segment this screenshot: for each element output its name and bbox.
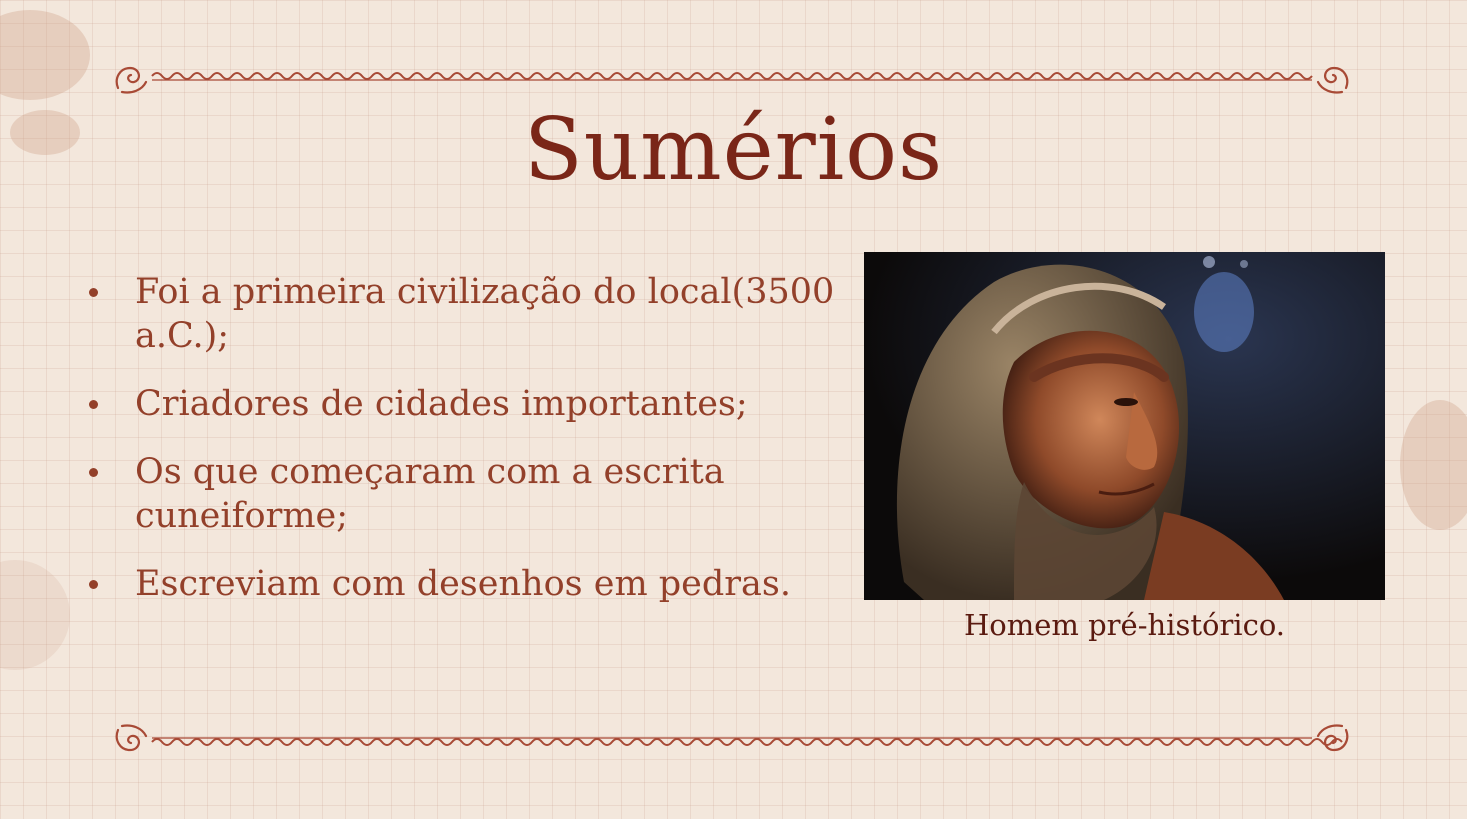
bullet-dot-icon	[89, 400, 98, 409]
paper-stain	[0, 10, 90, 100]
bottom-ornament-border	[112, 720, 1352, 760]
paper-stain	[0, 560, 70, 670]
slide-title: Sumérios	[523, 100, 944, 200]
bullet-dot-icon	[89, 468, 98, 477]
bullet-list	[85, 270, 845, 630]
prehistoric-man-photo	[864, 252, 1385, 600]
bullet-dot-icon	[89, 580, 98, 589]
image-caption: Homem pré-histórico.	[963, 608, 1285, 642]
paper-stain	[1400, 400, 1467, 530]
bullet-item: Criadores de cidades importantes;	[85, 382, 845, 426]
bullet-item: Os que começaram com a escrita cuneiforme;	[85, 450, 845, 538]
bullet-item: Foi a primeira civilização do local(3500 a.C.);	[85, 270, 845, 358]
top-ornament-border	[112, 58, 1352, 98]
bullet-item: Escreviam com desenhos em pedras.	[85, 562, 845, 606]
bullet-dot-icon	[89, 288, 98, 297]
